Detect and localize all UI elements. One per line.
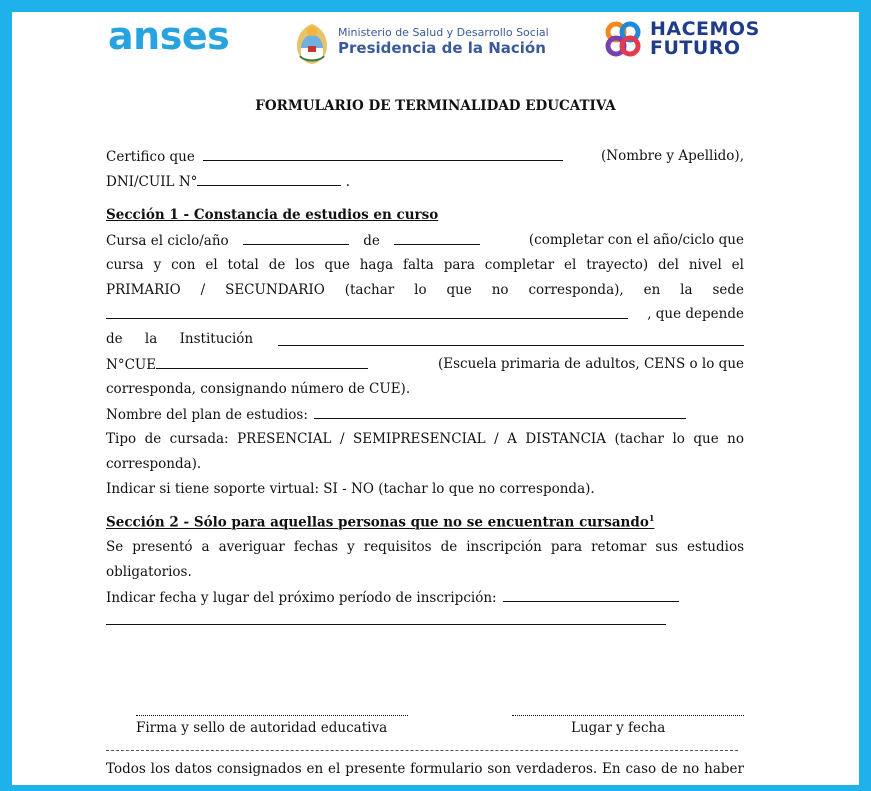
dni-line [106, 173, 744, 190]
cursa-label: Cursa el ciclo/año [106, 233, 229, 249]
argentina-shield-icon [294, 22, 330, 66]
institucion-label: de la Institución [106, 331, 254, 347]
section1-line3: PRIMARIO / SECUNDARIO (tachar lo que no corresponda), en la sede [106, 282, 744, 298]
anses-logo: anses [108, 14, 230, 58]
nombre-blank[interactable] [203, 148, 563, 161]
firma-label: Firma y sello de autoridad educativa [136, 720, 388, 736]
presidency-name: Presidencia de la Nación [338, 39, 546, 57]
dni-label: DNI/CUIL N° [106, 174, 198, 190]
dni-blank[interactable] [197, 173, 341, 186]
ministry-name: Ministerio de Salud y Desarrollo Social [338, 26, 549, 39]
plan-label: Nombre del plan de estudios: [106, 407, 308, 423]
soporte-line: Indicar si tiene soporte virtual: SI - NO (tachar lo que no corresponda). [106, 481, 595, 497]
tipo-line1: Tipo de cursada: PRESENCIAL / SEMIPRESENCIAL / A DISTANCIA (tachar lo que no [106, 431, 744, 447]
certifico-line [106, 148, 744, 165]
footnote-mark: 1 [648, 513, 655, 523]
footer-text: Todos los datos consignados en el presente formulario son verdaderos. En caso de no haber [106, 761, 744, 777]
hf-line1: HACEMOS [650, 18, 760, 40]
section2-heading: Sección 2 - Sólo para aquellas personas que no se encuentran cursando [106, 514, 649, 531]
fecha-label: Indicar fecha y lugar del próximo período de inscripción: [106, 590, 497, 606]
sede-blank[interactable] [106, 306, 628, 319]
cue-hint: (Escuela primaria de adultos, CENS o lo que [437, 356, 744, 372]
plan-blank[interactable] [314, 406, 686, 419]
firma-dotted-line[interactable] [136, 715, 408, 716]
section2-line2: obligatorios. [106, 564, 192, 580]
form-title: FORMULARIO DE TERMINALIDAD EDUCATIVA [255, 98, 616, 114]
de-label: de [363, 233, 380, 249]
tipo-line2: corresponda). [106, 456, 202, 472]
lugar-blank-line [106, 612, 744, 629]
rings-logo-icon [602, 18, 644, 60]
institucion-blank[interactable] [278, 333, 744, 346]
plan-line [106, 406, 744, 423]
cue-blank[interactable] [156, 356, 368, 369]
nombre-hint: (Nombre y Apellido), [601, 148, 744, 164]
section1-line2: cursa y con el total de los que haga falta para completar el trayecto) del nivel el [106, 257, 744, 273]
lugar-fecha-label: Lugar y fecha [571, 720, 666, 736]
ciclo-blank[interactable] [243, 232, 349, 245]
fecha-blank[interactable] [503, 589, 679, 602]
certifico-label: Certifico que [106, 149, 195, 165]
depende-text: , que depende [647, 306, 744, 322]
total-blank[interactable] [394, 232, 480, 245]
institucion-line [106, 331, 744, 347]
section1-heading: Sección 1 - Constancia de estudios en curso [106, 207, 439, 223]
cue-label: N°CUE [106, 357, 157, 373]
section2-heading-line [106, 513, 744, 531]
header [12, 12, 859, 82]
sede-line [106, 306, 744, 323]
lugar-fecha-dotted-line[interactable] [512, 715, 744, 716]
fecha-line [106, 589, 744, 606]
cursa-line [106, 232, 744, 249]
dni-end: . [345, 174, 350, 190]
cursa-hint: (completar con el año/ciclo que [528, 232, 744, 248]
cue-line [106, 356, 744, 373]
hf-line2: FUTURO [650, 37, 741, 59]
separator-dashed [106, 750, 738, 751]
cue-line2: corresponda, consignando número de CUE). [106, 381, 411, 397]
lugar-blank[interactable] [106, 612, 666, 625]
section2-line1: Se presentó a averiguar fechas y requisitos de inscripción para retomar sus estudios [106, 539, 744, 555]
